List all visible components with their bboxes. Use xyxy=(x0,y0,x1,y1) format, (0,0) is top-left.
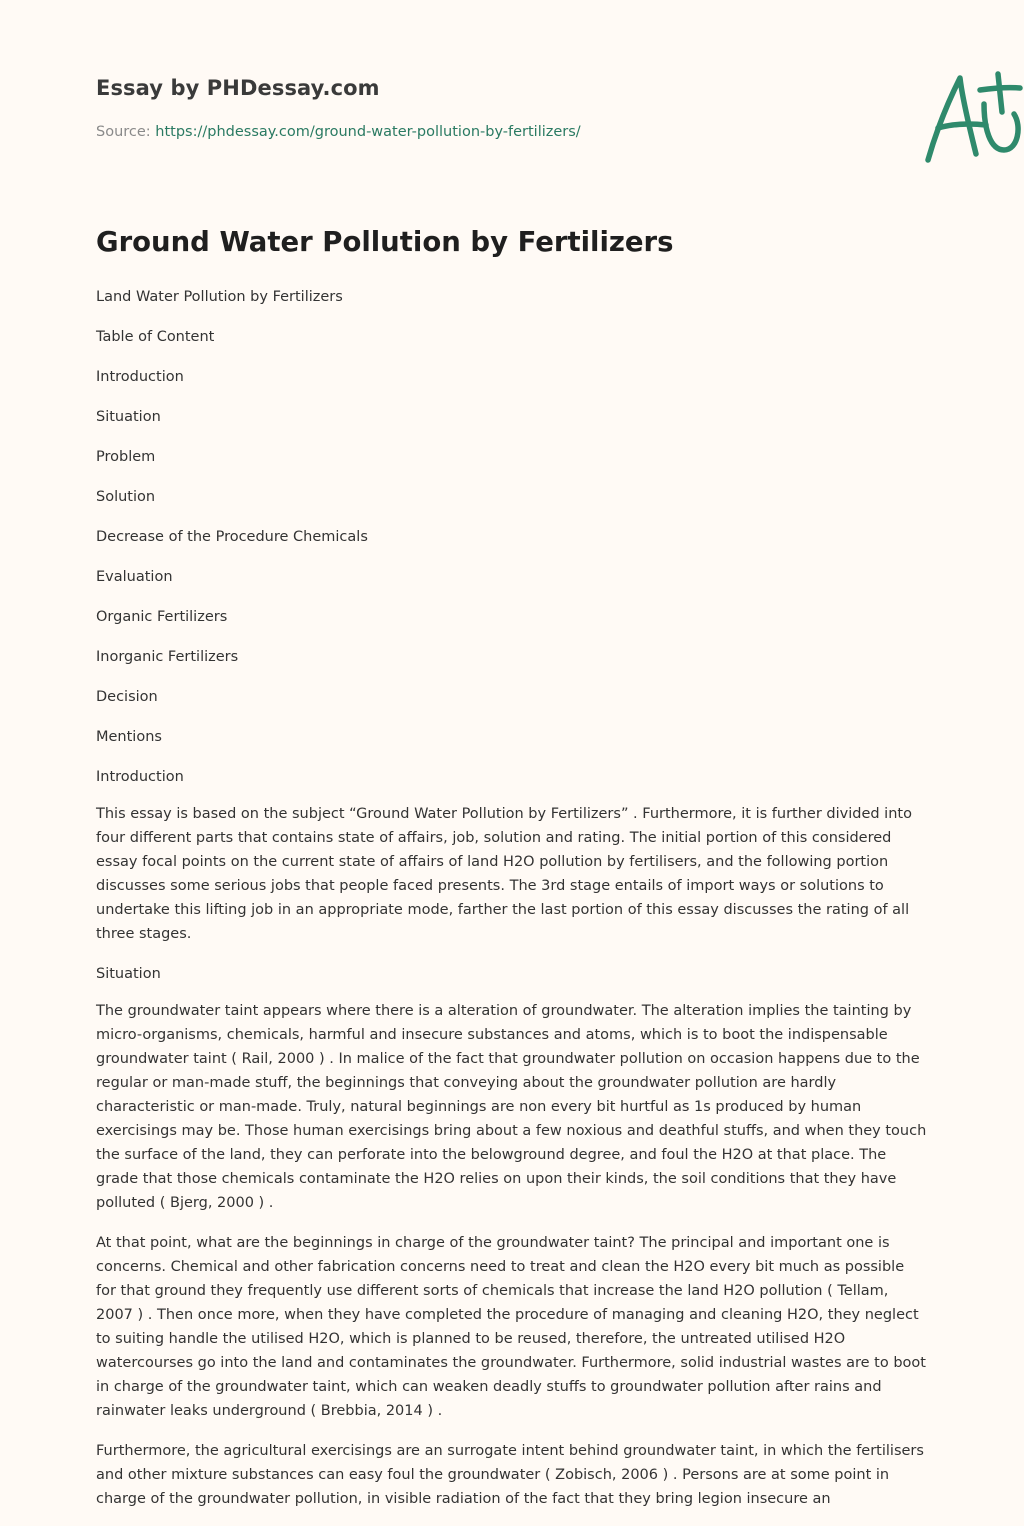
body-paragraph: Furthermore, the agricultural exercisings are an surrogate intent behind groundwater taint, in which the fertilisers and other mixture substances can easy foul the groundwater ( Zobisch, 2006 ) . Persons are at some point in charge of the groundwater pollution, in visible radiation of the fact that they bring legion insecure an xyxy=(96,1443,924,1507)
toc-item: Solution xyxy=(96,489,156,505)
toc-item: Land Water Pollution by Fertilizers xyxy=(96,289,343,305)
body-paragraph: At that point, what are the beginnings in charge of the groundwater taint? The principal and important one is concerns. Chemical and other fabrication concerns need to treat and clean the H2O every bit much as possible for that ground they frequently use different sorts of chemicals that increase the land H2O pollution ( Tellam, 2007 ) . Then once more, when they have completed the procedure of managing and cleaning H2O, they neglect to suiting handle the utilised H2O, which is planned to be reused, therefore, the untreated utilised H2O watercourses go into the land and contaminates the groundwater. Furthermore, solid industrial wastes are to boot in charge of the groundwater taint, which can weaken deadly stuffs to groundwater pollution after rains and rainwater leaks underground ( Brebbia, 2014 ) . xyxy=(96,1235,926,1419)
table-of-contents xyxy=(96,287,368,807)
source-link[interactable]: https://phdessay.com/ground-water-pollution-by-fertilizers/ xyxy=(155,124,581,140)
toc-item: Organic Fertilizers xyxy=(96,609,228,625)
toc-item: Evaluation xyxy=(96,569,173,585)
toc-item: Table of Content xyxy=(96,329,215,345)
site-brand: Essay by PHDessay.com xyxy=(96,76,380,100)
toc-item: Introduction xyxy=(96,369,184,385)
toc-item: Decrease of the Procedure Chemicals xyxy=(96,529,368,545)
source-label: Source: xyxy=(96,124,156,140)
toc-item: Introduction xyxy=(96,769,184,785)
toc-item: Problem xyxy=(96,449,156,465)
a-plus-logo-icon xyxy=(918,66,1024,166)
toc-item: Situation xyxy=(96,409,161,425)
toc-item: Mentions xyxy=(96,729,162,745)
body-paragraph: The groundwater taint appears where there is a alteration of groundwater. The alteration implies the tainting by micro-organisms, chemicals, harmful and insecure substances and atoms, which is to boot the indispensable groundwater taint ( Rail, 2000 ) . In malice of the fact that groundwater pollution on occasion happens due to the regular or man-made stuff, the beginnings that conveying about the groundwater pollution are hardly characteristic or man-made. Truly, natural beginnings are non every bit hurtful as 1s produced by human exercisings may be. Those human exercisings bring about a few noxious and deathful stuffs, and when they touch the surface of the land, they can perforate into the belowground degree, and foul the H2O at that place. The grade that those chemicals contaminate the H2O relies on upon their kinds, the soil conditions that they have polluted ( Bjerg, 2000 ) . xyxy=(96,1003,927,1211)
toc-item: Decision xyxy=(96,689,158,705)
intro-paragraph: This essay is based on the subject “Ground Water Pollution by Fertilizers” . Furthermore, it is further divided into four different parts that contains state of affairs, job, solution and rating. The initial portion of this considered essay focal points on the current state of affairs of land H2O pollution by fertilisers, and the following portion discusses some serious jobs that people faced presents. The 3rd stage entails of import ways or solutions to undertake this lifting job in an appropriate mode, farther the last portion of this essay discusses the rating of all three stages. xyxy=(96,806,912,942)
toc-item: Inorganic Fertilizers xyxy=(96,649,239,665)
page-title: Ground Water Pollution by Fertilizers xyxy=(96,226,674,258)
section-heading-situation: Situation xyxy=(96,966,161,982)
source-line xyxy=(96,124,581,140)
